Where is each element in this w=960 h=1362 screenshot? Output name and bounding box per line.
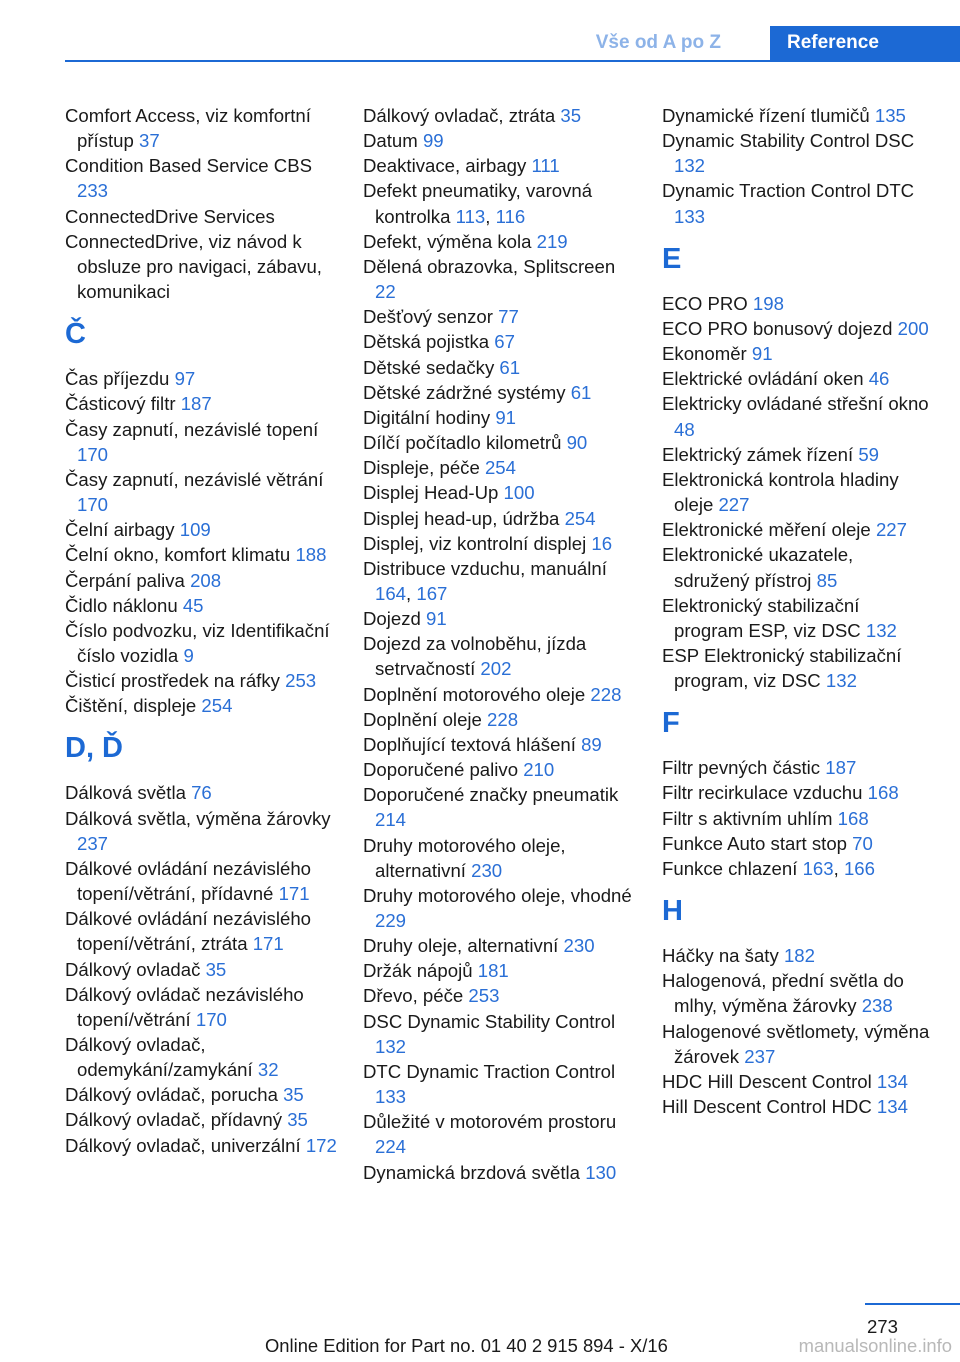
index-entry xyxy=(363,631,635,681)
index-column-2 xyxy=(363,103,635,1185)
index-entry-text: Comfort Access, viz komfortní přístup xyxy=(65,105,311,152)
page-link[interactable]: 210 xyxy=(523,759,555,781)
index-entry-text: Dynamic Stability Control DSC xyxy=(662,130,915,152)
page-link[interactable]: 32 xyxy=(257,1059,279,1081)
index-entry xyxy=(65,1082,337,1107)
index-entry xyxy=(662,391,932,441)
page-link[interactable]: 224 xyxy=(375,1136,407,1158)
page-link[interactable]: 91 xyxy=(495,406,516,428)
page-link[interactable]: 238 xyxy=(861,995,893,1017)
page-link[interactable]: 170 xyxy=(77,494,109,516)
index-entry xyxy=(363,455,635,480)
index-entry xyxy=(363,355,635,380)
page-link[interactable]: 253 xyxy=(468,985,500,1007)
page-link[interactable]: 171 xyxy=(278,883,310,905)
index-entry-text: Elektronické měření oleje xyxy=(662,519,876,541)
page-link[interactable]: 254 xyxy=(564,507,596,529)
page-link[interactable]: 200 xyxy=(897,317,929,339)
page-link[interactable]: 16 xyxy=(591,532,613,554)
page-link[interactable]: 130 xyxy=(585,1161,617,1183)
index-entry xyxy=(65,467,337,517)
index-entry xyxy=(363,229,635,254)
index-entry xyxy=(662,1069,932,1094)
index-entry xyxy=(363,707,635,732)
page-link[interactable]: 77 xyxy=(498,306,519,328)
index-entry xyxy=(363,1059,635,1109)
index-entry-text: ECO PRO bonusový dojezd xyxy=(662,317,898,339)
page-link[interactable]: 167 xyxy=(416,582,448,604)
page-header xyxy=(65,26,960,62)
index-entry xyxy=(363,480,635,505)
index-entry xyxy=(363,103,635,128)
page-link[interactable]: 35 xyxy=(287,1109,308,1131)
page-link[interactable]: 171 xyxy=(252,933,284,955)
page-link[interactable]: 132 xyxy=(375,1035,407,1057)
page-link[interactable]: 91 xyxy=(751,343,773,365)
page-link[interactable]: 187 xyxy=(180,393,212,415)
index-entry xyxy=(662,1019,932,1069)
index-entry xyxy=(363,128,635,153)
page-link[interactable]: 237 xyxy=(77,832,109,854)
index-entry xyxy=(65,417,337,467)
index-column-1 xyxy=(65,103,337,1158)
index-entry-text: Displej head-up, údržba xyxy=(363,507,565,529)
page-link[interactable]: 132 xyxy=(674,155,706,177)
index-entry-text: Dálkový ovladač xyxy=(65,958,206,980)
index-entry-text: Defekt, výměna kola xyxy=(363,230,537,252)
index-entry xyxy=(363,883,635,933)
page-link[interactable]: 164 xyxy=(375,582,407,604)
page-link[interactable]: 132 xyxy=(825,670,857,692)
page-link[interactable]: 202 xyxy=(480,658,512,680)
index-entry xyxy=(662,1094,932,1119)
index-entry-text: ECO PRO xyxy=(662,292,753,314)
page-link[interactable]: 132 xyxy=(865,619,897,641)
index-entry-text: Elektrický zámek řízení xyxy=(662,443,859,465)
page-link[interactable]: 91 xyxy=(426,608,447,630)
index-entry-text: Dynamická brzdová světla xyxy=(363,1161,586,1183)
index-entry-text: Elektrické ovládání oken xyxy=(662,368,869,390)
index-entry xyxy=(65,806,337,856)
section-tab[interactable]: Vše od A po Z xyxy=(579,26,738,60)
index-entry-text: Elektronické ukazatele, sdružený přístroj xyxy=(662,544,854,591)
index-entry-text: DTC Dynamic Traction Control xyxy=(363,1060,616,1082)
index-entry-text: Druhy motorového oleje, vhodné xyxy=(363,884,632,906)
page-link[interactable]: 134 xyxy=(876,1096,908,1117)
index-entry xyxy=(65,1107,337,1132)
index-entry xyxy=(662,341,932,366)
page-link[interactable]: 100 xyxy=(503,482,535,504)
index-entry-text: Dynamické řízení tlumičů xyxy=(662,105,875,126)
page-link[interactable]: 35 xyxy=(205,958,227,980)
page-link[interactable]: 134 xyxy=(876,1070,908,1092)
page-link[interactable]: 45 xyxy=(182,594,204,616)
index-entry-text: Časy zapnutí, nezávislé topení xyxy=(65,418,319,440)
index-entry-text: Funkce Auto start stop xyxy=(662,832,853,854)
index-entry-text: Doplňující textová hlášení xyxy=(363,733,582,755)
index-entry-text: Dojezd za volnoběhu, jízda setrvačností xyxy=(363,633,587,680)
index-entry xyxy=(662,178,932,228)
page-link[interactable]: 163 xyxy=(802,857,834,879)
page-link[interactable]: 97 xyxy=(174,368,196,390)
index-entry: Defekt pneumatiky, varovná kontrolka 113, 116 xyxy=(363,180,593,227)
index-entry-text: Elektronická kontrola hladiny oleje xyxy=(662,468,899,516)
page-link[interactable]: 135 xyxy=(874,105,906,126)
index-entry-text: Dřevo, péče xyxy=(363,985,469,1007)
index-entry-text: Dílčí počítadlo kilometrů xyxy=(363,432,567,454)
index-entry xyxy=(363,531,635,556)
page-link[interactable]: 168 xyxy=(867,782,899,804)
index-entry-text: Defekt pneumatiky, varovná kontrolka xyxy=(363,180,593,227)
index-entry xyxy=(662,542,932,592)
index-entry xyxy=(363,304,635,329)
index-entry-text: Dálkový ovladač, přídavný xyxy=(65,1109,288,1131)
index-entry-text: Dětské zádržné systémy xyxy=(363,381,571,403)
index-entry xyxy=(363,254,635,304)
index-entry-text: Číslo podvozku, viz Identifikační číslo vozidla xyxy=(65,619,330,666)
index-entry-text: Dálkový ovládač, porucha xyxy=(65,1084,284,1106)
index-entry xyxy=(662,467,932,517)
page-link[interactable]: 187 xyxy=(825,757,857,779)
index-entry-text: DSC Dynamic Stability Control xyxy=(363,1010,616,1032)
index-entry-text: Dálkový ovladač, univerzální xyxy=(65,1134,306,1156)
index-entry xyxy=(363,380,635,405)
index-entry-text: Funkce chlazení xyxy=(662,857,803,879)
index-entry xyxy=(363,506,635,531)
page-link[interactable]: 254 xyxy=(201,695,233,717)
index-entry-text: Dálková světla xyxy=(65,782,192,804)
index-entry-text: Doplnění oleje xyxy=(363,708,488,730)
page-link[interactable]: 61 xyxy=(499,356,521,378)
index-entry-text: Druhy oleje, alternativní xyxy=(363,935,564,957)
index-entry xyxy=(363,933,635,958)
index-letter-heading: E xyxy=(662,242,682,275)
index-entry-text: Dětská pojistka xyxy=(363,331,495,353)
index-entry xyxy=(65,204,337,229)
index-entry-text: Condition Based Service CBS xyxy=(65,155,313,177)
index-entry xyxy=(65,568,337,593)
index-entry xyxy=(65,906,337,956)
page-link[interactable]: 133 xyxy=(375,1086,407,1108)
watermark: manualsonline.info xyxy=(798,1335,952,1356)
page-link[interactable]: 208 xyxy=(190,569,222,591)
index-entry-text: Čelní airbagy xyxy=(65,519,180,541)
index-entry-text: Časy zapnutí, nezávislé větrání xyxy=(65,468,324,490)
index-entry xyxy=(662,643,932,693)
index-entry xyxy=(363,958,635,983)
index-entry xyxy=(363,329,635,354)
index-entry xyxy=(65,153,337,203)
index-entry-text: Čerpání paliva xyxy=(65,569,191,591)
index-letter-heading: F xyxy=(662,707,680,740)
index-entry-text: Deaktivace, airbagy xyxy=(363,155,532,177)
page-link[interactable]: 113 xyxy=(455,205,486,227)
edition-text: Online Edition for Part no. 01 40 2 915 894 - X/16 xyxy=(265,1335,668,1356)
page-link[interactable]: 237 xyxy=(744,1045,776,1067)
index-entry-text: ConnectedDrive, viz návod k obsluze pro navigaci, zábavu, komunikaci xyxy=(65,230,322,303)
index-entry xyxy=(363,1009,635,1059)
page-link[interactable]: 85 xyxy=(816,569,838,591)
index-entry xyxy=(363,833,635,883)
index-entry xyxy=(662,128,932,178)
page-link[interactable]: 67 xyxy=(494,331,515,353)
index-entry-text: Elektricky ovládané střešní okno xyxy=(662,393,929,415)
index-entry-text: Displeje, péče xyxy=(363,457,485,479)
index-entry xyxy=(363,782,635,832)
index-entry xyxy=(662,103,932,128)
page-link[interactable]: 228 xyxy=(487,708,519,730)
index-entry-text: Elektronický stabilizační program ESP, viz DSC xyxy=(662,594,866,641)
index-entry xyxy=(363,732,635,757)
index-entry-text: ESP Elektronický stabilizační program, viz DSC xyxy=(662,644,902,692)
page-link[interactable]: 116 xyxy=(495,205,526,227)
page-link[interactable]: 188 xyxy=(295,544,327,566)
index-entry xyxy=(65,957,337,982)
page-link[interactable]: 90 xyxy=(566,432,588,454)
index-entry xyxy=(363,983,635,1008)
index-entry xyxy=(65,618,337,668)
page-link[interactable]: 182 xyxy=(783,945,815,967)
index-entry xyxy=(65,780,337,805)
page-link[interactable]: 22 xyxy=(375,281,396,303)
page-link[interactable]: 253 xyxy=(285,670,317,692)
page-link[interactable]: 233 xyxy=(77,180,109,202)
page-link[interactable]: 198 xyxy=(752,292,784,314)
page-link[interactable]: 133 xyxy=(674,205,706,227)
index-entry xyxy=(662,517,932,542)
index-entry xyxy=(363,682,635,707)
index-entry xyxy=(662,968,932,1018)
page-link[interactable]: 89 xyxy=(581,733,602,755)
index-entry xyxy=(363,757,635,782)
index-entry xyxy=(662,755,932,780)
index-entry xyxy=(662,366,932,391)
index-entry-text: Druhy motorového oleje, alternativní xyxy=(363,834,566,881)
index-entry-text: Dojezd xyxy=(363,608,427,630)
index-entry-text: Dělená obrazovka, Splitscreen xyxy=(363,255,616,277)
index-entry xyxy=(65,982,337,1032)
index-letter-heading: H xyxy=(662,895,683,928)
index-entry-text: Filtr pevných částic xyxy=(662,757,826,779)
page-link[interactable]: 170 xyxy=(195,1008,227,1030)
index-entry-text: Displej Head-Up xyxy=(363,482,504,504)
index-entry-text: Hill Descent Control HDC xyxy=(662,1096,877,1117)
index-entry xyxy=(662,780,932,805)
index-entry: Funkce chlazení 163, 166 xyxy=(662,857,875,879)
page-link[interactable]: 219 xyxy=(536,230,568,252)
index-entry-text: Čidlo náklonu xyxy=(65,594,183,616)
page-link[interactable]: 70 xyxy=(852,832,873,854)
index-entry-text: Doporučené značky pneumatik xyxy=(363,784,619,806)
page-link[interactable]: 46 xyxy=(868,368,890,390)
index-entry-text: Čelní okno, komfort klimatu xyxy=(65,544,296,566)
index-entry xyxy=(65,1133,337,1158)
index-entry xyxy=(65,693,337,718)
index-entry xyxy=(65,366,337,391)
index-entry-text: Dynamic Traction Control DTC xyxy=(662,180,915,202)
page-link[interactable]: 227 xyxy=(718,494,750,516)
index-entry xyxy=(662,442,932,467)
index-entry-text: Dešťový senzor xyxy=(363,306,499,328)
index-column-3 xyxy=(662,103,932,1119)
page-link[interactable]: 9 xyxy=(183,644,194,666)
index-entry-text: Datum xyxy=(363,130,423,152)
index-entry xyxy=(662,291,932,316)
index-entry-text: Filtr s aktivním uhlím xyxy=(662,807,838,829)
index-entry-text: Částicový filtr xyxy=(65,393,181,415)
page-link[interactable]: 214 xyxy=(375,809,407,831)
index-entry-text: Displej, viz kontrolní displej xyxy=(363,532,592,554)
page-link[interactable]: 61 xyxy=(570,381,592,403)
index-entry xyxy=(662,806,932,831)
page-link[interactable]: 48 xyxy=(674,418,695,440)
index-entry-text: Halogenové světlomety, výměna žárovek xyxy=(662,1020,930,1067)
index-entry xyxy=(65,856,337,906)
reference-tab[interactable]: Reference xyxy=(770,26,960,60)
index-entry xyxy=(662,316,932,341)
index-entry xyxy=(662,831,932,856)
index-entry xyxy=(65,668,337,693)
index-entry xyxy=(363,405,635,430)
index-entry xyxy=(65,593,337,618)
page-link[interactable]: 228 xyxy=(590,683,622,705)
index-entry-text: Čas příjezdu xyxy=(65,368,175,390)
index-entry-text: Dálkový ovladač, odemykání/zamykání xyxy=(65,1034,258,1081)
index-entry: Distribuce vzduchu, manuální 164, 167 xyxy=(363,557,607,604)
page-link[interactable]: 76 xyxy=(191,782,212,804)
page-link[interactable]: 35 xyxy=(560,105,582,126)
page-link[interactable]: 168 xyxy=(837,807,869,829)
page-link[interactable]: 254 xyxy=(484,457,516,479)
index-entry xyxy=(662,593,932,643)
index-entry-text: ConnectedDrive Services xyxy=(65,205,275,227)
page-link[interactable]: 227 xyxy=(875,519,907,541)
index-entry-text: Důležité v motorovém prostoru xyxy=(363,1111,617,1133)
index-entry xyxy=(363,153,635,178)
index-entry-text: Dálkový ovládač nezávislého topení/větrání xyxy=(65,983,304,1030)
index-letter-heading: D, Ď xyxy=(65,732,123,765)
page-link[interactable]: 111 xyxy=(531,155,560,177)
page-link[interactable]: 35 xyxy=(283,1084,304,1106)
index-entry-text: Filtr recirkulace vzduchu xyxy=(662,782,868,804)
page-link[interactable]: 170 xyxy=(77,443,109,465)
page-link[interactable]: 172 xyxy=(305,1134,337,1156)
index-entry xyxy=(65,103,337,153)
page-link[interactable]: 166 xyxy=(843,857,875,879)
index-letter-heading: Č xyxy=(65,318,86,351)
page-link[interactable]: 99 xyxy=(422,130,444,152)
index-entry-text: Dálková světla, výměna žárovky xyxy=(65,807,331,829)
index-entry xyxy=(65,542,337,567)
index-entry-text: Držák nápojů xyxy=(363,960,478,982)
index-entry-text: Dálkové ovládání nezávislého topení/větrání, přídavné xyxy=(65,857,312,905)
page-link[interactable]: 181 xyxy=(477,960,509,982)
page-link[interactable]: 109 xyxy=(179,519,211,541)
index-entry xyxy=(363,1109,635,1159)
page-number: 273 xyxy=(866,1316,898,1337)
index-entry-text: Háčky na šaty xyxy=(662,945,784,967)
index-entry-text: Dálkové ovládání nezávislého topení/větrání, ztráta xyxy=(65,908,312,955)
index-entry xyxy=(662,943,932,968)
index-entry xyxy=(363,1160,635,1185)
index-entry-text: Čisticí prostředek na ráfky xyxy=(65,670,286,692)
page-link[interactable]: 229 xyxy=(375,910,407,931)
index-entry-text: Doplnění motorového oleje xyxy=(363,683,591,705)
page-link[interactable]: 230 xyxy=(563,935,595,957)
index-entry xyxy=(65,517,337,542)
page-link[interactable]: 59 xyxy=(858,443,880,465)
index-entry-text: Digitální hodiny xyxy=(363,406,496,428)
index-entry-text: Čištění, displeje xyxy=(65,695,202,717)
index-entry xyxy=(65,229,337,304)
page-link[interactable]: 230 xyxy=(471,859,503,881)
index-entry-text: Dálkový ovladač, ztráta xyxy=(363,105,561,126)
index-entry-text: Halogenová, přední světla do mlhy, výměna žárovky xyxy=(662,970,904,1017)
page-link[interactable]: 37 xyxy=(139,130,160,152)
index-entry-text: Dětské sedačky xyxy=(363,356,500,378)
index-entry xyxy=(65,391,337,416)
index-entry-text: Distribuce vzduchu, manuální xyxy=(363,557,607,579)
footer-divider xyxy=(865,1303,960,1305)
index-entry xyxy=(65,1032,337,1082)
index-entry-text: Doporučené palivo xyxy=(363,759,524,781)
index-entry-text: HDC Hill Descent Control xyxy=(662,1070,877,1092)
index-entry xyxy=(363,430,635,455)
index-entry xyxy=(363,606,635,631)
index-entry-text: Ekonoměr xyxy=(662,343,752,365)
